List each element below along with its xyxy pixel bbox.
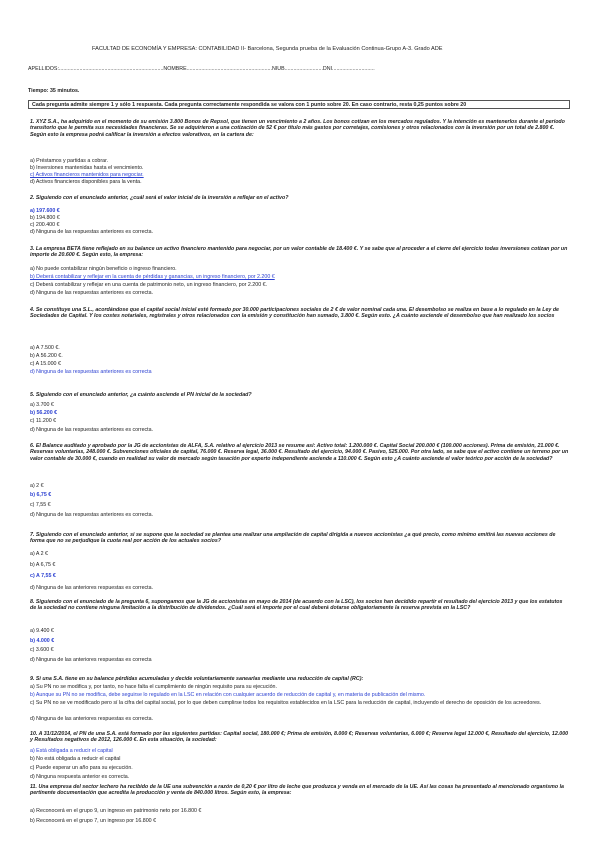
student-fields-line: APELLIDOS:.......................................................................NOMBRE..........................................................NIUB..........................DNI............................. [28,66,375,72]
question-6: 6. El Balance auditado y aprobado por la JG de accionistas de ALFA, S.A. relativo al ejercicio 2013 se resume así: Activo total: 1.200.000 €. Capital Social 200.000 € (100.000 acciones). Prima de emisión, 21.000 €. Reservas voluntarias, 248.000 €. Subvenciones oficiales de capital, 76.000 €. Reserva legal, 36.000 €. Resultado del ejercicio, 94.000 €. Pasivo, 525.000. Por otra lado, se sabe que el activo contiene un terreno por un valor contable de 30.000 €, cuando en realidad su valor de mercado según tasación por experto independiente asciende a 110.000 €. Según esto ¿A cuánto asciende el valor teórico por acción de la sociedad? [30,443,569,462]
q5-option-d[interactable]: d) Ninguna de las respuestas anteriores es correcta. [30,427,154,433]
q1-option-d[interactable]: d) Activos financieros disponibles para la venta. [30,179,142,185]
q8-option-d[interactable]: d) Ninguna de las anteriores respuestas es correcta [30,657,152,663]
q11-option-b[interactable]: b) Reconocerá en el grupo 7, un ingreso por 16.800 € [30,818,157,824]
q7-option-d[interactable]: d) Ninguna de las anteriores respuestas es correcta. [30,585,154,591]
q4-option-b[interactable]: b) A 56.200 €. [30,353,63,359]
question-2: 2. Siguiendo con el enunciado anterior, ¿cuál será el valor inicial de la inversión a reflejar en el activo? [30,195,289,201]
q10-option-b[interactable]: b) No está obligada a reducir el capital [30,756,121,762]
q9-option-c[interactable]: c) Su PN no se ve modificado pero sí la cifra del capital social, por lo que deben cumplirse todos los requisitos establecidos en la LSC para la reducción de capital, incluyendo el derecho de oposición de los acreedores. [30,700,542,706]
q8-option-b[interactable]: b) 4.000 € [30,638,55,644]
q7-option-b[interactable]: b) A 6,75 € [30,562,56,568]
q9-option-d[interactable]: d) Ninguna de las anteriores respuestas es correcta. [30,716,154,722]
q5-option-a[interactable]: a) 3.700 € [30,402,54,408]
q3-option-b[interactable]: b) Deberá contabilizar y reflejar en la cuenta de pérdidas y ganancias, un ingreso financiero, por 2.200 € [30,274,275,280]
question-9: 9. Si una S.A. tiene en su balance pérdidas acumuladas y decide voluntariamente sanearlas mediante una reducción de capital (RC): [30,676,364,682]
q1-option-b[interactable]: b) Inversiones mantenidas hasta el vencimiento. [30,165,144,171]
q10-option-c[interactable]: c) Puede esperar un año para su ejecución. [30,765,133,771]
q4-option-c[interactable]: c) A 15.000 € [30,361,61,367]
question-8: 8. Siguiendo con el enunciado de la pregunta 6, supongamos que la JG de accionistas en mayo de 2014 (de acuerdo con la LSC), los socios han decidido repartir el resultado del ejercicio 2013 y que los estatutos de la sociedad no contiene ninguna limitación a la distribución de dividendos. ¿Cuál será el importe por el cual deberá dotarse obligatoriamente la reserva prevista en la LSC? [30,599,563,612]
q9-option-a[interactable]: a) Su PN no se modifica y, por tanto, no hace falta el cumplimiento de ningún requisito para su ejecución. [30,684,277,690]
q7-option-a[interactable]: a) A 2 € [30,551,48,557]
q3-option-d[interactable]: d) Ninguna de las respuestas anteriores es correcta. [30,290,154,296]
q1-option-c[interactable]: c) Activos financieros mantenidos para negociar. [30,172,144,178]
question-5: 5. Siguiendo con el enunciado anterior, ¿a cuánto asciende el PN inicial de la sociedad? [30,392,252,398]
rules-box: Cada pregunta admite siempre 1 y sólo 1 respuesta. Cada pregunta correctamente respondida se valora con 1 punto sobre 20. En caso contrario, resta 0,25 puntos sobre 20 [28,100,570,109]
q2-option-c[interactable]: c) 200.400 € [30,222,60,228]
question-3: 3. La empresa BETA tiene reflejado en su balance un activo financiero mantenido para negociar, por un valor contable de 18.400 €. Y se sabe que al proceder a el cierre del ejercicio todas inversiones cotizan por un importe de 20.600 €. Según esto, la empresa: [30,246,568,259]
q6-option-a[interactable]: a) 2 € [30,483,44,489]
q5-option-c[interactable]: c) 11.200 € [30,418,57,424]
time-limit: Tiempo: 35 minutos. [28,88,80,94]
q10-option-d[interactable]: d) Ninguna respuesta anterior es correcta. [30,774,130,780]
q4-option-a[interactable]: a) A 7.500 €. [30,345,60,351]
question-1: 1. XYZ S.A., ha adquirido en el momento de su emisión 3.800 Bonos de Repsol, que tienen un vencimiento a 2 años. Los bonos cotizan en los mercados regulados. Y la intención es mantenerlos durante el período transitorio que le permita sus necesidades financieras. Se se adquirieron a una cotización de 52 € por título más gastos por corretajes, comisiones y otros relacionados con la inversión por un total de 2.800 €. Según esto la empresa podrá calificar la inversión a efectos valorativos, en la cartera de: [30,119,565,138]
question-11: 11. Una empresa del sector lechero ha recibido de la UE una subvención a razón de 0,20 € por litro de leche que produzca y venda en el mercado de la UE. Así las cosas ha presentado al mencionado organismo la pertinente documentación que acredita la producción y venta de 840.000 litros. Según esto, la empresa: [30,784,564,797]
question-10: 10. A 31/12/2014, el PN de una S.A. está formado por las siguientes partidas: Capital social, 180.000 €; Prima de emisión, 8.000 €; Reservas voluntarias, 6.000 €; Reserva legal 12.000 €, Resultado del ejercicio, 12.000 y Resultados negativos de 2012, 126.000 €. En esta situación, la sociedad: [30,731,569,744]
q6-option-b[interactable]: b) 6,75 € [30,492,52,498]
q10-option-a[interactable]: a) Está obligada a reducir el capital [30,748,113,754]
question-4: 4. Se constituye una S.L., acordándose que el capital social inicial esté formado por 30.000 participaciones sociales de 2 € de valor nominal cada una. El desembolso se realiza en base a lo regulado en la Ley de Sociedades de Capital. Y los costes notariales, registrales y otros relacionados con la emisión y constitución han sumado, 3.800 €. Según esto. ¿A cuánto asciende el desembolso que han realizado los socios [30,307,559,320]
q5-option-b[interactable]: b) 56.200 € [30,410,58,416]
q4-option-d[interactable]: d) Ninguna de las respuestas anteriores es correcta [30,369,152,375]
q8-option-c[interactable]: c) 3.600 € [30,647,54,653]
q6-option-d[interactable]: d) Ninguna de las respuestas anteriores es correcta. [30,512,154,518]
q9-option-b[interactable]: b) Aunque su PN no se modifica, debe seguirse lo regulado en la LSC en relación con cualquier acuerdo de reducción de capital y, en materia de publicación del mismo. [30,692,426,698]
document-title: FACULTAD DE ECONOMÍA Y EMPRESA: CONTABILIDAD II- Barcelona, Segunda prueba de la Evaluación Continua-Grupo A-3. Grado ADE [92,46,443,52]
q6-option-c[interactable]: c) 7,55 € [30,502,51,508]
q3-option-c[interactable]: c) Deberá contabilizar y reflejar en una cuenta de patrimonio neto, un ingreso financiero, por 2.200 €. [30,282,268,288]
q2-option-b[interactable]: b) 194.800 € [30,215,60,221]
q11-option-a[interactable]: a) Reconocerá en el grupo 9, un ingreso en patrimonio neto por 16.800 € [30,808,202,814]
q3-option-a[interactable]: a) No puede contabilizar ningún beneficio o ingreso financiero. [30,266,177,272]
q1-option-a[interactable]: a) Préstamos y partidas a cobrar. [30,158,109,164]
q8-option-a[interactable]: a) 9.400 € [30,628,54,634]
question-7: 7. Siguiendo con el enunciado anterior, si se supone que la sociedad se plantea una realizar una ampliación de capital dirigida a nuevos accionistas ¿a qué precio, como mínimo emitirá las nuevas acciones de forma que no se perjudique la cuota real por acción de los actuales socios? [30,532,556,545]
q2-option-a[interactable]: a) 197.600 € [30,208,60,214]
q2-option-d[interactable]: d) Ninguna de las respuestas anteriores es correcta. [30,229,154,235]
q7-option-c[interactable]: c) A 7,55 € [30,573,56,579]
